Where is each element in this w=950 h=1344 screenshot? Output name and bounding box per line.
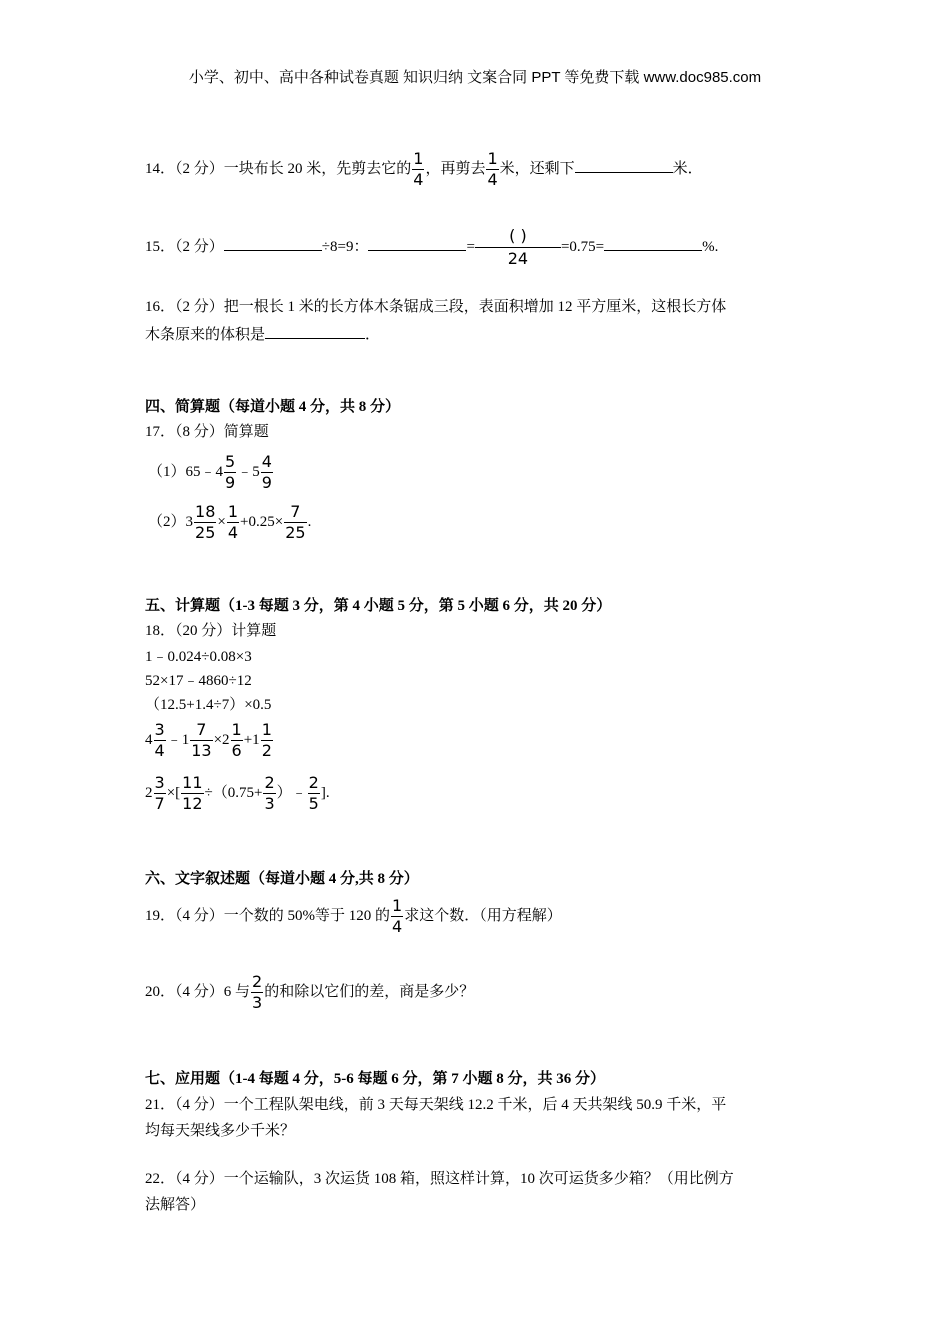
fraction: ( ) 24 bbox=[475, 228, 561, 267]
answer-blank bbox=[368, 249, 466, 251]
answer-blank bbox=[604, 249, 702, 251]
question-16-line2: 木条原来的体积是 ． bbox=[145, 327, 381, 343]
question-21-line1: 21．（4 分）一个工程队架电线，前 3 天每天架线 12.2 千米，后 4 天共架线 50.9 千米，平 bbox=[145, 1097, 727, 1113]
fraction: $\frac{1}{4}$ bbox=[227, 502, 239, 542]
fraction: $\frac{11}{12}$ bbox=[182, 773, 203, 813]
fraction: $\frac{7}{13}$ bbox=[191, 720, 212, 760]
question-18-head: 18．（20 分）计算题 bbox=[145, 623, 277, 639]
fraction: $\frac{2}{5}$ bbox=[308, 773, 319, 813]
question-22-line2: 法解答） bbox=[145, 1197, 206, 1213]
section-6-title: 六、文字叙述题（每道小题 4 分,共 8 分） bbox=[145, 871, 419, 887]
fraction: $\frac{1}{6}$ bbox=[231, 720, 242, 760]
question-19: 19．（4 分）一个数的 50%等于 120 的 $\frac{1}{4}$ 求这个数．（用方程解） bbox=[145, 896, 562, 936]
fraction: $\frac{4}{9}$ bbox=[261, 452, 272, 492]
answer-blank bbox=[224, 249, 322, 251]
fraction: $\frac{2}{3}$ bbox=[252, 972, 263, 1012]
question-18-line1: 1﹣0.024÷0.08×3 bbox=[145, 649, 252, 665]
question-20: 20．（4 分）6 与 $\frac{2}{3}$ 的和除以它们的差，商是多少？ bbox=[145, 972, 475, 1012]
question-16-line1: 16．（2 分）把一根长 1 米的长方体木条锯成三段，表面积增加 12 平方厘米，这根长方体 bbox=[145, 299, 727, 315]
question-22-line1: 22．（4 分）一个运输队，3 次运货 108 箱，照这样计算，10 次可运货多少箱？（用比例方 bbox=[145, 1171, 734, 1187]
question-17-part1: （1）65﹣4 $\frac{5}{9}$ ﹣5 $\frac{4}{9}$ bbox=[148, 452, 272, 492]
fraction: $\frac{7}{25}$ bbox=[285, 502, 306, 542]
fraction: $\frac{1}{4}$ bbox=[392, 896, 403, 936]
question-17-part2: （2）3 $\frac{18}{25}$ × $\frac{1}{4}$ +0.25× $\frac{7}{25}$ . bbox=[148, 502, 312, 542]
answer-blank bbox=[575, 171, 673, 173]
answer-blank bbox=[265, 337, 365, 339]
question-18-line4: 4 $\frac{3}{4}$ ﹣1 $\frac{7}{13}$ ×2 $\frac{1}{6}$ +1 $\frac{1}{2}$ bbox=[145, 720, 272, 760]
question-15: 15．（2 分） ÷8=9： = ( ) 24 =0.75= %. bbox=[145, 226, 719, 268]
fraction: $\frac{1}{4}$ bbox=[487, 149, 498, 189]
question-18-line2: 52×17﹣4860÷12 bbox=[145, 673, 252, 689]
section-7-title: 七、应用题（1-4 每题 4 分，5-6 每题 6 分，第 7 小题 8 分，共 36 分） bbox=[145, 1071, 605, 1087]
section-4-title: 四、简算题（每道小题 4 分，共 8 分） bbox=[145, 399, 401, 415]
fraction: $\frac{18}{25}$ bbox=[195, 502, 216, 542]
fraction: $\frac{3}{7}$ bbox=[154, 773, 165, 813]
fraction: $\frac{2}{3}$ bbox=[264, 773, 275, 813]
section-5-title: 五、计算题（1-3 每题 3 分，第 4 小题 5 分，第 5 小题 6 分，共 20 分） bbox=[145, 598, 612, 614]
question-14: 14．（2 分）一块布长 20 米，先剪去它的 $\frac{1}{4}$ ，再剪去 $\frac{1}{4}$ 米，还剩下 米． bbox=[145, 149, 703, 189]
fraction: $\frac{1}{2}$ bbox=[261, 720, 272, 760]
question-18-line5: 2 $\frac{3}{7}$ ×[ $\frac{11}{12}$ ÷（0.75+ $\frac{2}{3}$ ）﹣ $\frac{2}{5}$ ]. bbox=[145, 773, 330, 813]
question-18-line3: （12.5+1.4÷7）×0.5 bbox=[145, 697, 272, 713]
question-17-head: 17．（8 分）简算题 bbox=[145, 424, 269, 440]
question-21-line2: 均每天架线多少千米？ bbox=[145, 1123, 296, 1139]
page-header: 小学、初中、高中各种试卷真题 知识归纳 文案合同 PPT 等免费下载 www.doc985.com bbox=[188, 69, 762, 86]
fraction: $\frac{5}{9}$ bbox=[225, 452, 236, 492]
fraction: $\frac{1}{4}$ bbox=[413, 149, 424, 189]
fraction: $\frac{3}{4}$ bbox=[154, 720, 165, 760]
